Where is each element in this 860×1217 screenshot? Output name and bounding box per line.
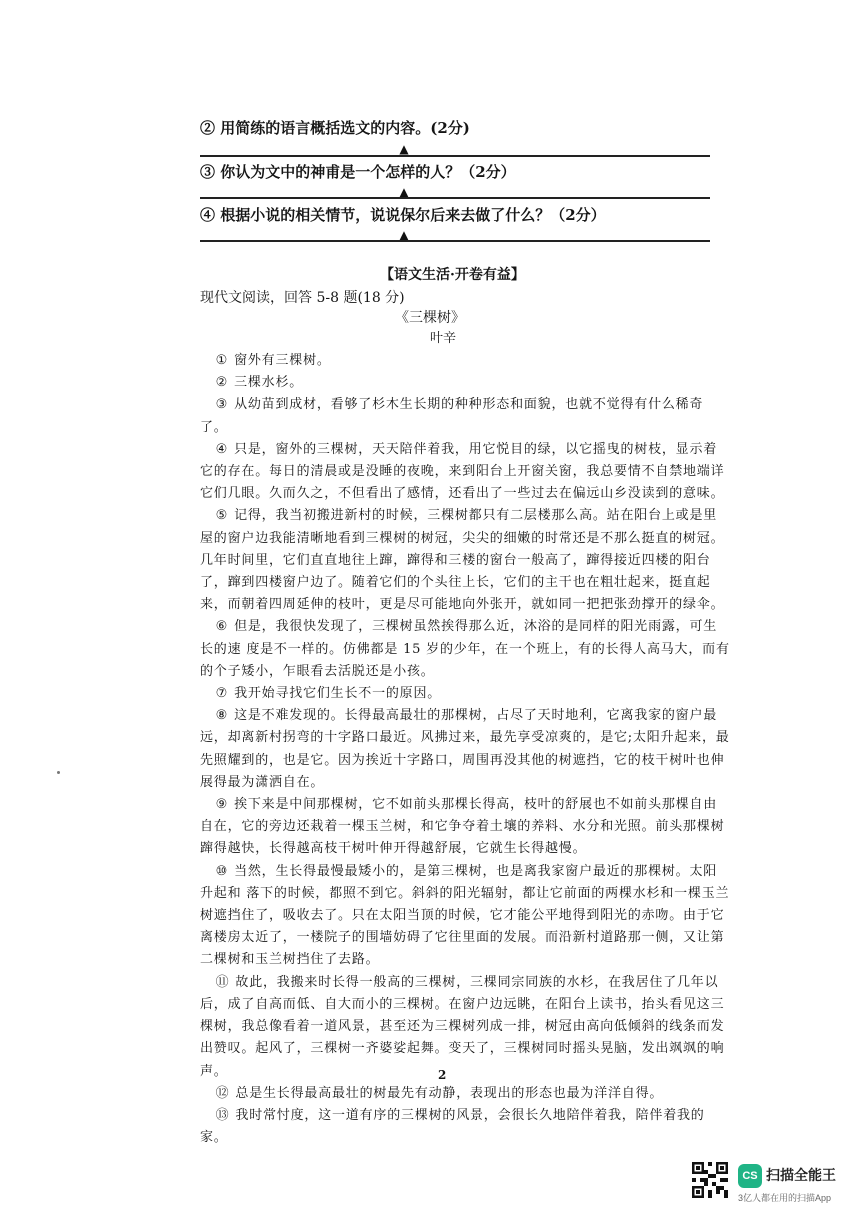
paragraph-text: 我开始寻找它们生长不一的原因。 <box>234 686 442 702</box>
question-2: ② 用简练的语言概括选文的内容。(2分) <box>200 119 470 137</box>
answer-marker-triangle-icon: ▲ <box>399 185 409 199</box>
paragraph-number: ⑦ <box>215 686 229 702</box>
paragraph-number: ⑬ <box>215 1107 230 1123</box>
paragraph-text: 挨下来是中间那棵树，它不如前头那棵长得高，枝叶的舒展也不如前头那棵自由自在，它的旁边还栽着一棵玉兰树，和它争夺着土壤的养料、水分和光照。前头那棵树蹿得越快，长得越高枝干树叶伸开得越舒展，它就生长得越慢。 <box>200 797 725 857</box>
paragraph <box>200 439 730 506</box>
paragraph-number: ⑤ <box>215 508 229 524</box>
paragraph-text: 当然，生长得最慢最矮小的，是第三棵树，也是离我家窗户最近的那棵树。太阳升起和 落下的时候，都照不到它。斜斜的阳光辐射，都让它前面的两棵水杉和一棵玉兰树遮挡住了，吸收去了。只在太阳当顶的时候，它才能公平地得到阳光的赤吻。由于它离楼房太近了，一楼院子的围墙妨碍了它往里面的发展。而沿新村道路那一侧，又让第二棵树和玉兰树挡住了去路。 <box>200 863 730 968</box>
paragraph <box>200 1105 730 1149</box>
paragraph <box>200 683 730 705</box>
paragraph-number: ⑧ <box>215 708 229 724</box>
paragraph-number: ⑨ <box>215 797 229 813</box>
question-4: ④ 根据小说的相关情节，说说保尔后来去做了什么？（2分） <box>200 206 606 224</box>
paragraph-number: ⑩ <box>215 863 229 879</box>
paragraph-text: 从幼苗到成材，看够了杉木生长期的种种形态和面貌，也就不觉得有什么稀奇了。 <box>200 397 704 435</box>
story-title: 《三棵树》 <box>395 310 465 326</box>
page-number: 2 <box>438 1068 447 1082</box>
paragraph-text: 窗外有三棵树。 <box>234 353 331 368</box>
paragraph-number: ③ <box>215 397 229 413</box>
paragraph-text: 我时常忖度，这一道有序的三棵树的风景，会很长久地陪伴着我，陪伴着我的家。 <box>200 1107 705 1146</box>
paragraph-text: 三棵水杉。 <box>234 375 304 391</box>
paragraph <box>200 350 730 372</box>
camscanner-app-name: 扫描全能王 <box>766 1167 836 1183</box>
answer-line <box>200 197 710 199</box>
scan-speck <box>57 771 60 774</box>
paragraph-text: 记得，我当初搬进新村的时候，三棵树都只有二层楼那么高。站在阳台上或是里屋的窗户边我能清晰地看到三棵树的树冠，尖尖的细嫩的时常还是不那么挺直的树冠。几年时间里，它们直直地往上蹿，蹿得和三楼的窗台一般高了，蹿得接近四楼的阳台了，蹿到四楼窗户边了。随着它们的个头往上长，它们的主干也在粗壮起来，挺直起来，而朝着四周延伸的枝叶，更是尽可能地向外张开，就如同一把把张劲撑开的绿伞。 <box>200 508 725 613</box>
answer-marker-triangle-icon: ▲ <box>399 228 409 242</box>
paragraph-number: ① <box>215 353 229 368</box>
paragraph-text: 只是，窗外的三棵树，天天陪伴着我，用它悦目的绿，以它摇曳的树枝，显示着它的存在。每日的清晨或是没睡的夜晚，来到阳台上开窗关窗，我总要情不自禁地端详它们几眼。久而久之，不但看出了感情，还看出了一些过去在偏远山乡没读到的意味。 <box>200 441 725 502</box>
paragraph-number: ④ <box>215 441 229 457</box>
paragraph-text: 这是不难发现的。长得最高最壮的那棵树，占尽了天时地利，它离我家的窗户最远，却离新村拐弯的十字路口最近。风拂过来，最先享受凉爽的，是它;太阳升起来，最先照耀到的，也是它。因为挨近十字路口，周围再没其他的树遮挡，它的枝干树叶也伸展得最为潇洒自在。 <box>200 708 730 790</box>
paragraph-text: 故此，我搬来时长得一般高的三棵树，三棵同宗同族的水杉，在我居住了几年以后，成了自高而低、自大而小的三棵树。在窗户边远眺，在阳台上读书，抬头看见这三棵树，我总像看着一道风景，甚至还为三棵树列成一排，树冠由高向低倾斜的线条而发出赞叹。起风了，三棵树一齐婆娑起舞。变天了，三棵树同时摇头晃脑，发出飒飒的响声。 <box>200 974 725 1079</box>
answer-marker-triangle-icon: ▲ <box>399 142 409 156</box>
section-title: 【语文生活·开卷有益】 <box>380 267 525 283</box>
story-body <box>200 350 730 1149</box>
story-author: 叶辛 <box>430 331 457 346</box>
camscanner-logo: CS <box>738 1164 762 1188</box>
question-3: ③ 你认为文中的神甫是一个怎样的人？（2分） <box>200 163 516 181</box>
paragraph <box>200 1083 730 1105</box>
qr-code-icon <box>692 1162 728 1198</box>
paragraph-number: ⑥ <box>215 619 229 635</box>
paragraph <box>200 794 730 861</box>
paragraph-number: ② <box>215 375 229 391</box>
paragraph <box>200 616 730 683</box>
paragraph-text: 总是生长得最高最壮的树最先有动静，表现出的形态也最为洋洋自得。 <box>235 1085 664 1101</box>
answer-line <box>200 155 710 157</box>
paragraph-number: ⑪ <box>215 974 230 990</box>
paragraph <box>200 394 730 438</box>
paragraph <box>200 705 730 794</box>
paragraph-text: 但是，我很快发现了，三棵树虽然挨得那么近，沐浴的是同样的阳光雨露，可生长的速 度是不一样的。仿佛都是 15 岁的少年，在一个班上，有的长得人高马大，而有的个子矮小，乍眼看去活脱还是小孩。 <box>200 619 730 679</box>
paragraph <box>200 972 730 1083</box>
camscanner-tagline: 3亿人都在用的扫描App <box>738 1193 832 1203</box>
reading-instruction: 现代文阅读，回答 5-8 题(18 分) <box>200 290 405 306</box>
paragraph-number: ⑫ <box>215 1085 230 1101</box>
answer-line <box>200 240 710 242</box>
paragraph <box>200 505 730 616</box>
paragraph <box>200 861 730 972</box>
paragraph <box>200 372 730 394</box>
